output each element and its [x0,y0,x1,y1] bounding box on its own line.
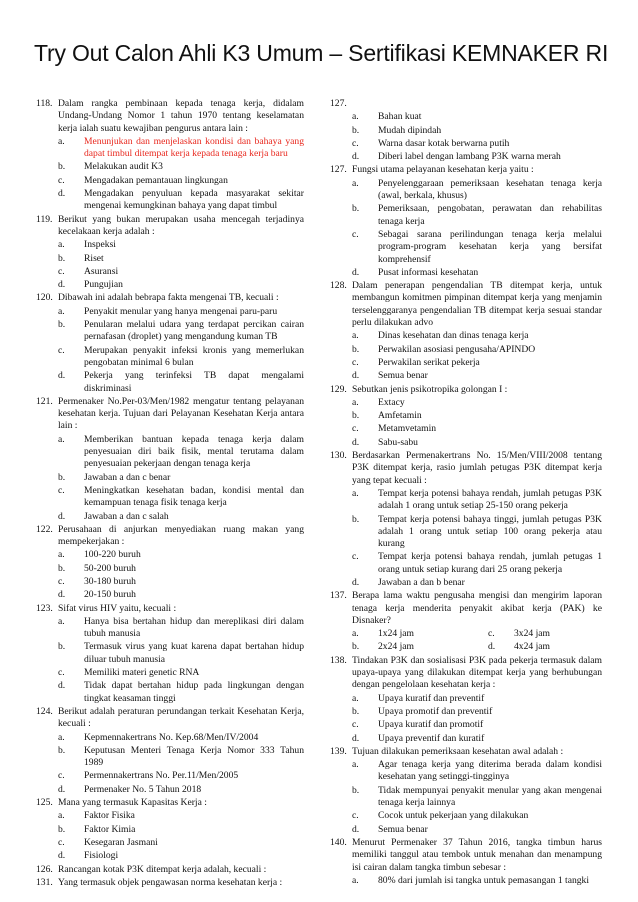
option-letter: d. [352,823,360,835]
question-text: Tujuan dilakukan pemeriksaan kesehatan awal adalah : [352,745,564,757]
option-letter: b. [58,319,66,331]
question-text: Dalam rangka pembinaan kepada tenaga kerja, didalam Undang-Undang Nomor 1 tahun 1970 tentang keselamatan kerja ialah suatu kewajiban pengurus antara lain : [58,98,304,134]
option-letter: a. [58,731,65,743]
option-text: Meningkatkan kesehatan badan, kondisi mental dan kemampuan tenaga fisik tenaga kerja [84,484,304,509]
answer-option [36,188,304,213]
answer-option [36,253,304,265]
answer-options [36,732,304,796]
answer-option [36,616,304,641]
option-letter: a. [352,628,359,640]
option-letter: d. [58,680,66,692]
answer-option [330,410,602,422]
answer-option [330,229,602,266]
question-number: 123. [36,602,53,614]
answer-options [330,628,602,654]
question-number: 118. [36,98,53,109]
option-text: Kesegaran Jasmani [84,836,158,848]
answer-option [330,330,602,342]
option-letter: b. [58,641,66,653]
question-number: 121. [36,395,53,407]
option-text: Fisiologi [84,850,119,862]
answer-option [330,733,602,745]
answer-options [36,306,304,395]
question-block [330,384,602,449]
option-text: Tempat kerja potensi bahaya rendah, jumlah petugas P3K adalah 1 orang untuk setiap 25-150 orang pekerja [378,487,602,512]
answer-option [330,706,602,718]
answer-option [36,472,304,484]
option-letter: d. [58,589,66,601]
option-letter: d. [58,188,66,200]
option-letter: c. [58,484,65,496]
option-text: Diberi label dengan lambang P3K warna merah [378,151,561,163]
answer-option [36,824,304,836]
answer-option [330,551,602,576]
question [330,590,602,627]
option-text: 50-200 buruh [84,562,136,574]
question-block [36,396,304,523]
option-text: Permennakertrans No. Per.11/Men/2005 [84,770,239,782]
question [330,450,602,487]
option-text: Upaya kuratif dan preventif [378,692,485,704]
option-text: Pungujian [84,279,123,291]
option-text: Sabu-sabu [378,436,418,448]
question-number: 127. [330,98,347,109]
answer-option [330,719,602,731]
option-text: Termasuk virus yang kuat karena dapat bertahan hidup diluar tubuh manusia [84,641,304,665]
option-letter: b. [58,744,66,756]
option-text: Hanya bisa bertahan hidup dan mereplikasi diri dalam tubuh manusia [84,615,304,640]
option-text: Extacy [378,396,405,408]
question [36,98,304,135]
option-letter: a. [352,487,359,499]
question-block [36,524,304,602]
answer-option [330,178,602,203]
question-text: Berdasarkan Permenakertrans No. 15/Men/VIII/2008 tentang P3K ditempat kerja, rasio jumlah petugas P3K ditempat kerja yang tepat kecuali : [352,450,602,486]
option-text: Perwakilan asosiasi pengusaha/APINDO [378,343,536,355]
answer-option [36,306,304,318]
answer-option [36,850,304,862]
option-letter: a. [352,692,359,704]
answer-option [330,138,602,150]
option-text: 80% dari jumlah isi tangka untuk pemasangan 1 tangki [378,874,590,886]
answer-option [36,680,304,705]
option-letter: a. [58,305,65,317]
option-text: Faktor Kimia [84,823,136,835]
question [36,603,304,615]
option-letter: a. [352,759,359,771]
question-block [330,837,602,887]
question-number: 128. [330,280,347,292]
option-letter: c. [58,575,65,587]
option-text: Mudah dipindah [378,124,442,136]
answer-option [36,279,304,291]
question-number: 122. [36,523,53,535]
answer-option [330,370,602,382]
answer-option [330,693,602,705]
answer-option [330,437,602,449]
question-block [36,797,304,862]
answer-options [36,434,304,523]
option-text: Upaya kuratif dan promotif [378,719,484,731]
page-title: Try Out Calon Ahli K3 Umum – Sertifikasi KEMNAKER RI [34,40,609,66]
question-text: Sifat virus HIV yaitu, kecuali : [58,602,177,614]
option-letter: d. [352,732,360,744]
answer-option [36,266,304,278]
question-block [36,603,304,705]
left-column [36,98,304,890]
option-letter: a. [352,330,359,342]
answer-option-pair [330,628,602,640]
question-text: Tindakan P3K dan sosialisasi P3K pada pekerja termasuk dalam upaya-upaya yang dilakukan ditempat kerja yang berhubungan dengan pengelolaan kesehatan kerja : [352,654,602,691]
option-text: Semua benar [378,823,428,835]
option-letter: b. [352,203,360,215]
option-letter: a. [58,239,65,251]
option-text: Memberikan bantuan kepada tenaga kerja dalam penyesuaian diri baik fisik, mental terutama dalam penyesuaian pekerjaan dengan tenaga kerja [84,433,304,470]
question-block [36,292,304,394]
right-column [330,98,602,888]
option-text: Mengadakan penyuluan kepada masyarakat sekitar mengenai kemungkinan bahaya yang dapat timbul [84,188,304,212]
answer-options [36,239,304,291]
option-letter: b. [58,471,66,483]
question-block [36,864,304,876]
answer-option [36,136,304,161]
option-letter: c. [58,174,65,186]
question [36,797,304,809]
question-text: Berikut adalah peraturan perundangan terkait Kesehatan Kerja, kecuali : [58,705,304,730]
option-text: Pemeriksaan, pengobatan, perawatan dan rehabilitas tenaga kerja [378,203,602,227]
option-letter: a. [58,810,65,822]
question-number: 140. [330,836,347,848]
option-letter: c. [58,344,65,356]
question-text: Yang termasuk objek pengawasan norma kesehatan kerja : [58,876,283,888]
question-block [330,746,602,836]
answer-option [330,397,602,409]
option-text: Memiliki materi genetic RNA [84,667,200,679]
answer-option [36,576,304,588]
answer-options [330,488,602,589]
question [330,384,602,396]
answer-options [330,397,602,449]
answer-option [36,732,304,744]
answer-option [36,239,304,251]
question [330,98,602,110]
answer-options [36,616,304,705]
option-letter: c. [58,770,65,782]
option-text: Jawaban a dan c salah [84,510,169,522]
question-text: Dibawah ini adalah bebrapa fakta mengenai TB, kecuali : [58,292,279,304]
option-text: Jawaban a dan b benar [378,576,465,588]
answer-option [36,810,304,822]
question [36,214,304,239]
answer-options [330,759,602,836]
answer-option [330,151,602,163]
question [330,164,602,176]
answer-option [36,667,304,679]
option-letter: c. [352,137,359,149]
answer-option [36,641,304,666]
question-block [36,98,304,213]
option-text: Metamvetamin [378,423,437,435]
option-text: Bahan kuat [378,111,422,123]
answer-option [36,511,304,523]
option-text: Asuransi [84,265,119,277]
answer-option [36,370,304,395]
option-letter: a. [352,396,359,408]
question [330,837,602,874]
option-letter: d. [352,576,360,588]
question-block [330,164,602,279]
answer-option [330,488,602,513]
option-letter: b. [352,641,360,653]
option-text: Pekerja yang terinfeksi TB dapat mengalami diskriminasi [84,370,304,394]
question [330,280,602,329]
option-letter: d. [352,151,360,163]
answer-option [330,111,602,123]
option-text: Penularan melalui udara yang terdapat percikan cairan pernafasan (droplet) yang mengandung kuman TB [84,319,304,343]
option-text: Riset [84,252,104,264]
question-number: 129. [330,383,347,395]
option-letter: d. [352,370,360,382]
answer-options [36,549,304,601]
question-block [36,877,304,889]
option-letter: b. [58,252,66,264]
answer-options [330,111,602,163]
question-text: Sebutkan jenis psikotropika golongan I : [352,383,508,395]
answer-option [36,549,304,561]
answer-options [36,810,304,862]
question-number: 125. [36,797,53,809]
question-text: Mana yang termasuk Kapasitas Kerja : [58,797,207,809]
answer-option [466,641,602,653]
answer-option [36,345,304,370]
answer-option [330,203,602,228]
question-text: Berikut yang bukan merupakan usaha mencegah terjadinya kecelakaan kerja adalah : [58,213,304,237]
option-text: Jawaban a dan c benar [84,471,171,483]
question-block [330,655,602,745]
option-text: Keputusan Menteri Tenaga Kerja Nomor 333 Tahun 1989 [84,744,304,769]
answer-option [36,563,304,575]
answer-option [330,577,602,589]
question-text: Menurut Permenaker 37 Tahun 2016, tangka timbun harus memiliki tanggul atau tembok untuk menahan dan menampung isi cairan dalam tangka timbun sebesar : [352,836,602,873]
option-text: Tempat kerja potensi bahaya tinggi, jumlah petugas P3K adalah 1 orang untuk setiap 100 orang pekerja atau kurang [378,513,602,550]
option-text: Tempat kerja potensi bahaya rendah, jumlah petugas 1 orang untuk setiap kurang dari 25 orang pekerja [378,551,602,575]
answer-option [36,745,304,770]
option-letter: b. [352,513,360,525]
question [36,706,304,731]
answer-option [330,810,602,822]
answer-option [330,875,602,887]
question-block [330,98,602,163]
answer-option [36,434,304,471]
answer-options [330,693,602,745]
question [36,524,304,549]
question-number: 137. [330,590,347,602]
option-letter: b. [58,823,66,835]
question-text: Rancangan kotak P3K ditempat kerja adalah, kecuali : [58,863,267,875]
question-number: 139. [330,745,347,757]
question-number: 130. [330,450,347,462]
option-letter: a. [352,177,359,189]
option-text: Mengadakan pemantauan lingkungan [84,174,228,186]
answer-options [36,136,304,213]
option-text: Amfetamin [378,410,422,422]
option-letter: b. [352,784,360,796]
answer-option [36,161,304,173]
option-text: Agar tenaga kerja yang diterima berada dalam kondisi kesehatan yang setinggi-tingginya [378,759,602,783]
answer-option [330,759,602,784]
question [36,864,304,876]
option-letter: c. [352,356,359,368]
answer-option [330,125,602,137]
option-text: Penyakit menular yang hanya mengenai paru-paru [84,305,278,317]
answer-option [330,785,602,810]
option-letter: c. [58,667,65,679]
option-letter: a. [352,111,359,123]
option-text: Inspeksi [84,239,116,251]
option-letter: c. [58,836,65,848]
option-letter: a. [58,549,65,561]
option-letter: d. [58,370,66,382]
option-letter: b. [352,343,360,355]
option-letter: c. [352,810,359,822]
option-letter: d. [58,279,66,291]
option-text: 20-150 buruh [84,589,136,601]
question-number: 127. [330,164,347,176]
answer-option [36,770,304,782]
option-letter: b. [58,161,66,173]
question-text: Dalam penerapan pengendalian TB ditempat kerja, untuk membangun komitmen pimpinan ditempat kerja yang menjamin terselenggaranya pengendalian TB ditempat kerja sesuai standar perlu dilakukan advo [352,280,602,329]
option-text: Pusat informasi kesehatan [378,266,479,278]
option-text: 3x24 jam [514,628,550,640]
option-text: Upaya promotif dan preventif [378,705,493,717]
option-text: Faktor Fisika [84,810,135,822]
option-text: Menunjukan dan menjelaskan kondisi dan bahaya yang dapat timbul ditempat kerja kepada tenaga kerja baru [84,135,304,160]
question [330,746,602,758]
option-text: Perwakilan serikat pekerja [378,356,480,368]
option-letter: d. [488,641,496,653]
option-letter: a. [58,433,65,445]
option-letter: c. [352,719,359,731]
option-text: Warna dasar kotak berwarna putih [378,137,510,149]
option-letter: c. [352,423,359,435]
option-text: Upaya preventif dan kuratif [378,732,485,744]
option-text: Penyelenggaraan pemeriksaan kesehatan tenaga kerja (awal, berkala, khusus) [378,177,602,202]
question [36,877,304,889]
question [36,396,304,433]
question-number: 126. [36,863,53,875]
option-letter: c. [352,228,359,240]
question-number: 124. [36,705,53,717]
option-text: Tidak mempunyai penyakit menular yang akan mengenai tenaga kerja lainnya [378,784,602,809]
question-block [330,590,602,653]
option-text: 100-220 buruh [84,549,141,561]
answer-option [330,514,602,551]
answer-option [330,628,466,640]
answer-option [36,485,304,510]
option-text: Dinas kesehatan dan dinas tenaga kerja [378,330,529,342]
answer-options [330,875,602,887]
option-text: Semua benar [378,370,428,382]
answer-option-pair [330,641,602,653]
option-letter: a. [58,615,65,627]
question [330,655,602,692]
option-letter: b. [352,705,360,717]
question-block [330,280,602,382]
answer-option [330,641,466,653]
option-text: Melakukan audit K3 [84,161,163,173]
question-block [36,214,304,292]
option-letter: d. [352,436,360,448]
option-text: Kepmennakertrans No. Kep.68/Men/IV/2004 [84,731,259,743]
question [36,292,304,304]
answer-option [36,589,304,601]
question-block [36,706,304,796]
option-text: Sebagai sarana perilindungan tenaga kerja melalui program-program kesehatan kerja yang bersifat komprehensif [378,228,602,265]
option-text: 1x24 jam [378,628,414,640]
question-text [352,98,602,110]
answer-option [36,319,304,344]
question-text: Permenaker No.Per-03/Men/1982 mengatur tentang pelayanan kesehatan kerja. Tujuan dari Pelayanan Kesehatan Kerja antara lain : [58,395,304,432]
question-text: Berapa lama waktu pengusaha mengisi dan mengirim laporan tenaga kerja menderita penyakit akibat kerja (PAK) ke Disnaker? [352,590,602,626]
answer-option [330,344,602,356]
option-text: 30-180 buruh [84,575,136,587]
question-number: 131. [36,876,53,888]
option-text: 2x24 jam [378,641,414,653]
option-letter: b. [352,410,360,422]
option-letter: d. [58,783,66,795]
option-text: Merupakan penyakit infeksi kronis yang memerlukan pengobatan minimal 6 bulan [84,344,304,368]
answer-option [330,357,602,369]
option-letter: d. [58,850,66,862]
option-text: Cocok untuk pekerjaan yang dilakukan [378,810,529,822]
option-text: Tidak dapat bertahan hidup pada lingkungan dengan tingkat keasaman tinggi [84,680,304,704]
option-letter: c. [488,628,495,640]
option-letter: b. [58,562,66,574]
option-letter: c. [352,551,359,563]
option-letter: c. [58,265,65,277]
question-text: Perusahaan di anjurkan menyediakan ruang makan yang mempekerjakan : [58,523,304,548]
option-letter: a. [352,874,359,886]
option-letter: b. [352,124,360,136]
answer-option [330,267,602,279]
answer-option [330,824,602,836]
answer-option [36,837,304,849]
question-number: 119. [36,213,53,225]
option-letter: a. [58,135,65,147]
answer-option [36,175,304,187]
option-letter: d. [58,510,66,522]
question-text: Fungsi utama pelayanan kesehatan kerja yaitu : [352,164,534,176]
question-number: 138. [330,654,347,666]
answer-options [330,330,602,382]
question-number: 120. [36,292,53,304]
answer-option [466,628,602,640]
option-letter: d. [352,266,360,278]
answer-options [330,178,602,279]
answer-option [36,784,304,796]
answer-option [330,423,602,435]
option-text: Permenaker No. 5 Tahun 2018 [84,783,202,795]
question-block [330,450,602,589]
option-text: 4x24 jam [514,641,550,653]
